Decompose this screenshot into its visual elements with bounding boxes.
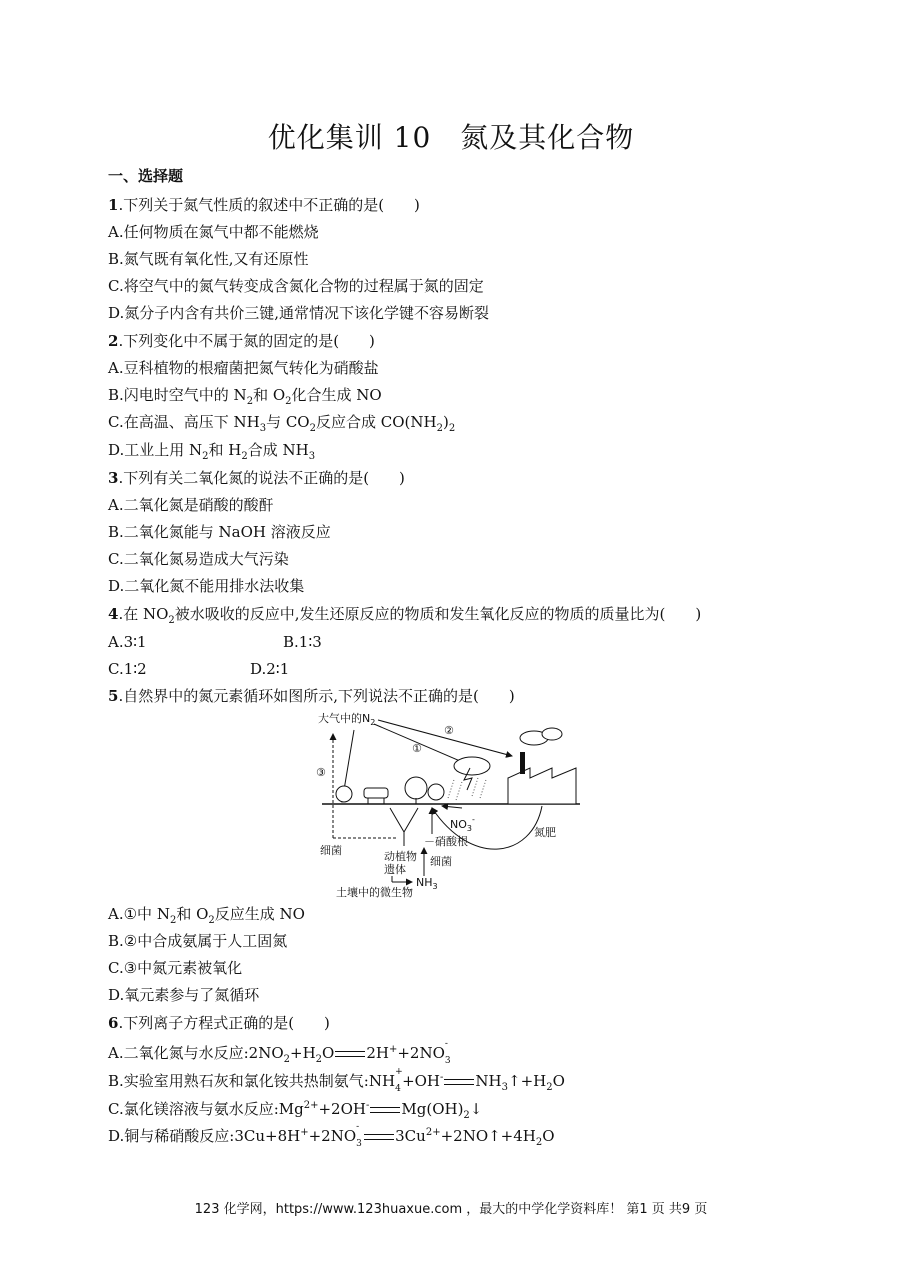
q5-option-b: B.②中合成氨属于人工固氮	[108, 932, 288, 950]
text: 和 O	[176, 905, 209, 923]
equals-sign	[444, 1079, 474, 1085]
label-2: ②	[444, 724, 454, 737]
question-number: 6	[108, 1014, 119, 1032]
text: O	[542, 1127, 555, 1145]
text: O	[552, 1072, 565, 1090]
text: 和 H	[208, 441, 242, 459]
question-text: .下列关于氮气性质的叙述中不正确的是( )	[118, 196, 420, 214]
tree-icon-small	[428, 784, 444, 800]
q1-option-a: A.任何物质在氮气中都不能燃烧	[108, 223, 319, 241]
factory-icon	[508, 768, 576, 804]
question-text: .在 NO	[118, 605, 169, 623]
text: B.闪电时空气中的 N	[108, 386, 247, 404]
q4-option-d: D.2∶1	[250, 660, 290, 678]
subscript: 2	[202, 451, 209, 462]
text: C.氯化镁溶液与氨水反应:Mg	[108, 1100, 304, 1118]
text: NH	[475, 1072, 502, 1090]
text: +OH	[402, 1072, 441, 1090]
fertilizer-label: 氮肥	[534, 826, 556, 839]
q4-option-c: C.1∶2	[108, 660, 147, 678]
question-4-stem	[108, 604, 701, 631]
bacteria-right-label: 细菌	[430, 855, 452, 868]
text: 与 CO	[266, 413, 310, 431]
q3-option-a: A.二氧化氮是硝酸的酸酐	[108, 496, 274, 514]
subscript: 2	[448, 423, 456, 434]
q4-option-a: A.3∶1	[108, 633, 147, 651]
q3-option-d: D.二氧化氮不能用排水法收集	[108, 577, 305, 595]
text: Mg(OH)	[401, 1100, 464, 1118]
text: O	[322, 1044, 335, 1062]
question-6-stem	[108, 1013, 330, 1033]
remains-label-2: 遗体	[384, 863, 406, 876]
text: +2OH	[318, 1100, 366, 1118]
q2-option-b	[108, 385, 382, 412]
text: ↑+H	[508, 1072, 547, 1090]
q1-option-d: D.氮分子内含有共价三键,通常情况下该化学键不容易断裂	[108, 304, 490, 322]
bacteria-left-label: 细菌	[320, 844, 342, 857]
text: A.①中 N	[108, 905, 170, 923]
question-number: 3	[108, 469, 119, 487]
text: ↓	[469, 1100, 483, 1118]
text: 3Cu	[395, 1127, 426, 1145]
subscript: 3	[501, 1082, 508, 1093]
q1-option-b: B.氮气既有氧化性,又有还原性	[108, 250, 309, 268]
subscript: 2	[436, 423, 443, 434]
q5-option-d: D.氧元素参与了氮循环	[108, 986, 260, 1004]
text: 化合生成 NO	[291, 386, 382, 404]
q5-option-a	[108, 904, 305, 931]
section-heading: 一、选择题	[108, 167, 184, 185]
plant-icon	[336, 786, 352, 802]
q5-option-c: C.③中氮元素被氧化	[108, 959, 243, 977]
question-text: .自然界中的氮元素循环如图所示,下列说法不正确的是( )	[118, 687, 515, 705]
q2-option-d	[108, 440, 315, 467]
q6-option-a	[108, 1039, 451, 1070]
subscript: 2	[309, 423, 316, 434]
label-1: ①	[412, 742, 422, 755]
page-footer: 123 化学网，https://www.123huaxue.com ，最大的中学化学资料库！ 第1 页 共9 页	[194, 1202, 708, 1217]
subscript: 2	[315, 1054, 323, 1065]
question-5-stem	[108, 686, 515, 706]
ion: +2NO - 3	[308, 1122, 362, 1149]
ion: +2NO - 3	[397, 1039, 451, 1066]
equals-sign	[335, 1051, 365, 1057]
nitrogen-cycle-diagram	[312, 708, 588, 900]
cloud-icon	[454, 757, 490, 775]
superscript: -	[365, 1100, 370, 1111]
question-text: .下列离子方程式正确的是( )	[118, 1014, 330, 1032]
question-3-stem	[108, 468, 405, 488]
text: 反应合成 CO(NH	[315, 413, 437, 431]
page-title: 优化集训 10 氮及其化合物	[267, 121, 635, 154]
question-number: 4	[108, 605, 119, 623]
superscript: +	[388, 1044, 398, 1055]
text: D.铜与稀硝酸反应:3Cu+8H	[108, 1127, 301, 1145]
air-n2-label: 大气中的$N_2$	[318, 712, 376, 727]
subscript: 2	[535, 1137, 543, 1148]
text: 2H	[366, 1044, 389, 1062]
question-1-stem	[108, 195, 420, 215]
chimney-icon	[520, 752, 525, 774]
text: D.工业上用 N	[108, 441, 203, 459]
text: +2NO↑+4H	[440, 1127, 536, 1145]
text: 反应生成 NO	[214, 905, 305, 923]
text: 和 O	[253, 386, 286, 404]
question-text: 被水吸收的反应中,发生还原反应的物质和发生氧化反应的物质的质量比为( )	[174, 605, 702, 623]
root-v-shape	[390, 808, 418, 832]
subscript: 2	[168, 615, 175, 626]
q2-option-a: A.豆科植物的根瘤菌把氮气转化为硝酸盐	[108, 359, 379, 377]
q3-option-b: B.二氧化氮能与 NaOH 溶液反应	[108, 523, 331, 541]
equals-sign	[370, 1107, 400, 1113]
tree-icon	[405, 777, 427, 799]
q6-option-b	[108, 1068, 565, 1098]
equals-sign	[364, 1134, 394, 1140]
cow-icon	[364, 788, 388, 798]
subscript: 2	[169, 915, 177, 926]
subscript: 3	[259, 423, 267, 434]
remains-label-1: 动植物	[384, 850, 417, 863]
ammonia-label: $NH_3$	[416, 876, 438, 891]
text: A.二氧化氮与水反应:2NO	[108, 1044, 284, 1062]
question-2-stem	[108, 331, 375, 351]
question-number: 5	[108, 687, 119, 705]
superscript: +	[300, 1127, 309, 1138]
q6-option-c	[108, 1096, 482, 1126]
text: )	[442, 413, 449, 431]
ion: B.实验室用熟石灰和氯化铵共热制氨气:NH + 4	[108, 1067, 403, 1094]
superscript: 2+	[425, 1127, 441, 1138]
nitrate-label: $NO_3^-$	[450, 815, 475, 833]
question-text: .下列有关二氧化氮的说法不正确的是( )	[118, 469, 405, 487]
subscript: 2	[546, 1082, 553, 1093]
nitrate-root-label: －硝酸根	[424, 835, 468, 848]
subscript: 2	[285, 396, 292, 407]
q2-option-c	[108, 412, 455, 439]
q4-option-b: B.1∶3	[283, 633, 322, 651]
label-3: ③	[316, 766, 326, 779]
text: C.在高温、高压下 NH	[108, 413, 260, 431]
subscript: 2	[246, 396, 254, 407]
question-number: 1	[108, 196, 119, 214]
microbes-label: 土壤中的微生物	[336, 886, 413, 899]
question-text: .下列变化中不属于氮的固定的是( )	[118, 332, 375, 350]
superscript: 2+	[303, 1100, 319, 1111]
subscript: 3	[308, 451, 316, 462]
subscript: 2	[241, 451, 248, 462]
superscript: -	[440, 1072, 444, 1083]
q1-option-c: C.将空气中的氮气转变成含氮化合物的过程属于氮的固定	[108, 277, 484, 295]
question-number: 2	[108, 332, 119, 350]
text: +H	[290, 1044, 316, 1062]
q6-option-d	[108, 1123, 555, 1153]
subscript: 2	[283, 1054, 290, 1065]
text: 合成 NH	[247, 441, 309, 459]
subscript: 2	[208, 915, 215, 926]
subscript: 2	[463, 1110, 470, 1121]
q3-option-c: C.二氧化氮易造成大气污染	[108, 550, 289, 568]
